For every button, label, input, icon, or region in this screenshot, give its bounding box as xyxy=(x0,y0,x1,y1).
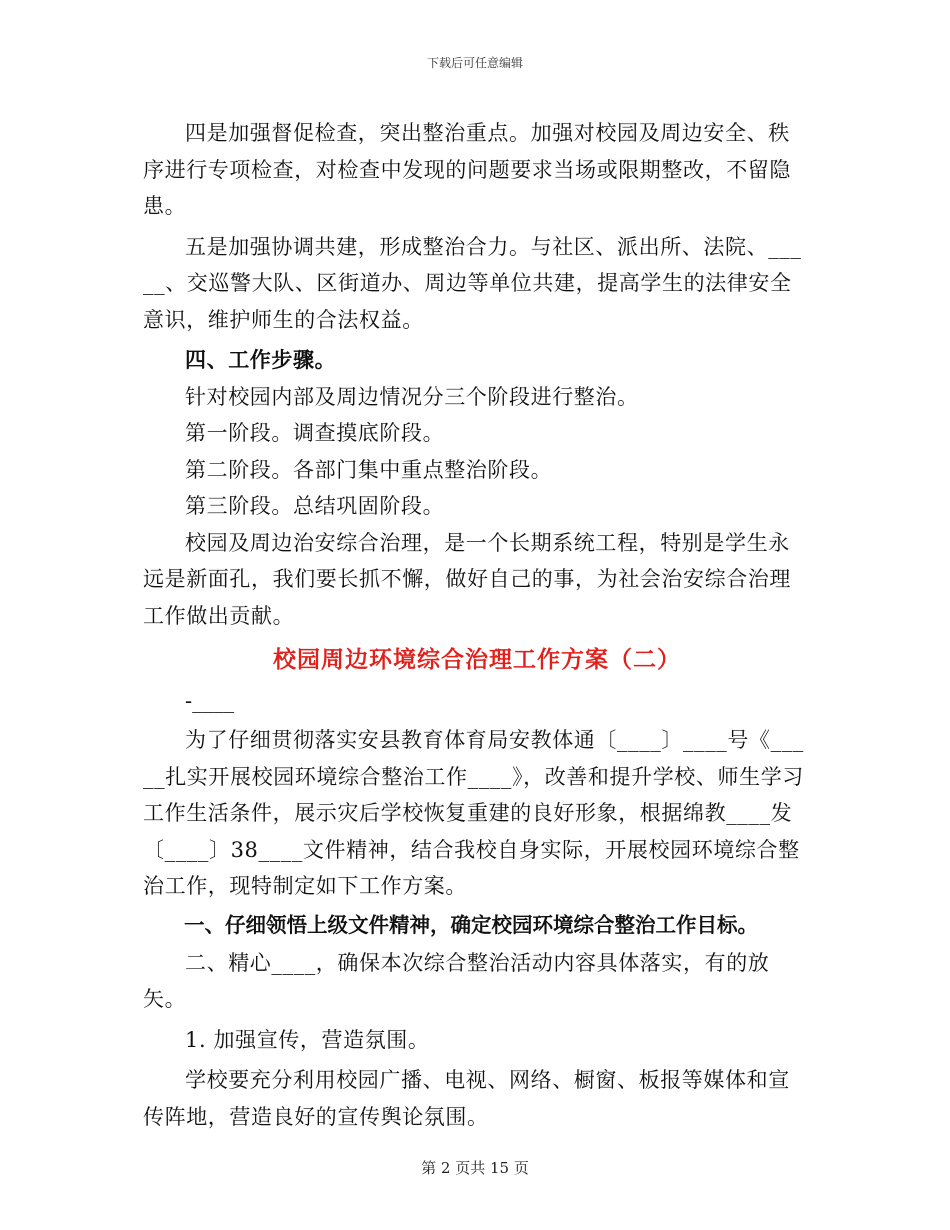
heading-section-one: 一、仔细领悟上级文件精神，确定校园环境综合整治工作目标。 xyxy=(184,912,758,937)
paragraph-stage-two: 第二阶段。各部门集中重点整治阶段。 xyxy=(185,457,553,482)
heading-work-steps: 四、工作步骤。 xyxy=(185,347,337,372)
paragraph-three-stages: 针对校园内部及周边情况分三个阶段进行整治。 xyxy=(185,384,639,409)
paragraph-purpose: 为了仔细贯彻落实安县教育体育局安教体通〔____〕____号《_____扎实开展校园环境综合整治工作____》，改善和提升学校、师生学习工作生活条件，展示灾后学校恢复重建的良好形象，根据绵教____发〔____〕38____文件精神，结合我校自身实际，开展校园环境综合整治工作，现特制定如下工作方案。 xyxy=(143,728,804,898)
paragraph-conclusion: 校园及周边治安综合治理，是一个长期系统工程，特别是学生永远是新面孔，我们要长抓不懈，做好自己的事，为社会治安综合治理工作做出贡献。 xyxy=(143,530,791,628)
page-footer: 第 2 页共 15 页 xyxy=(421,1159,529,1177)
paragraph-coordination: 五是加强协调共建，形成整治合力。与社区、派出所、法院、_____、交巡警大队、区街道办、周边等单位共建，提高学生的法律安全意识，维护师生的合法权益。 xyxy=(143,234,802,332)
document-title-part-two: 校园周边环境综合治理工作方案（二） xyxy=(273,646,681,673)
document-body xyxy=(143,115,811,1135)
page-header: 下载后可任意编辑 xyxy=(426,56,523,70)
heading-section-two: 二、精心____，确保本次综合整治活动内容具体落实，有的放矢。 xyxy=(143,950,770,1011)
blank-line: -____ xyxy=(185,689,235,713)
list-item-publicity: 1. 加强宣传，营造氛围。 xyxy=(185,1027,430,1052)
paragraph-media-publicity: 学校要充分利用校园广播、电视、网络、橱窗、板报等媒体和宣传阵地，营造良好的宣传舆论氛围。 xyxy=(143,1068,790,1129)
paragraph-stage-three: 第三阶段。总结巩固阶段。 xyxy=(185,494,445,518)
paragraph-inspection: 四是加强督促检查，突出整治重点。加强对校园及周边安全、秩序进行专项检查，对检查中发现的问题要求当场或限期整改，不留隐患。 xyxy=(143,121,791,218)
paragraph-stage-one: 第一阶段。调查摸底阶段。 xyxy=(185,421,445,445)
